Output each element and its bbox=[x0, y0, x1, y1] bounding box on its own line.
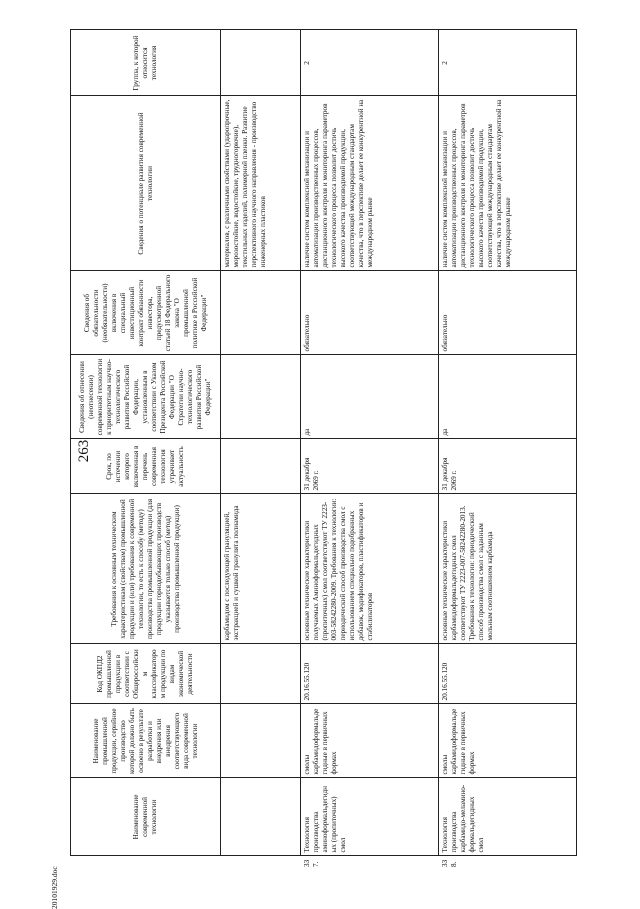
header-row bbox=[71, 30, 221, 870]
row-tech: Технология производства карбамидо-меламино-формальдегидных смол bbox=[439, 778, 577, 856]
row-obligation: обязательно bbox=[301, 271, 439, 355]
table-row bbox=[439, 30, 577, 870]
header-priority: Сведения об отнесении (неотнесении) современной технологии к приоритетным научно-технологического развития Российской Федерации, установленным в соответствии с Указом Президента Российской Федерации "О Стратегии научно-технологического развития Российской Федерации" bbox=[71, 355, 221, 439]
row-priority: да bbox=[301, 355, 439, 439]
header-obligation: Сведения об обязательности (необязательности) включения в специальный инвестиционный контракт обязанности инвестора, предусмотренной статьей 18 Федерального закона "О промышленной политике в Российской Федерации" bbox=[71, 271, 221, 355]
footer-filename: 20101929.doc bbox=[50, 866, 59, 909]
header-tech-name: Наименование современной технологии bbox=[71, 778, 221, 856]
header-requirements: Требования к основным техническим характеристикам (свойствам) промышленной продукции и (или) требования к современной технологии, то есть к способу (методу) производства промышленной продукции (для продукции горнодобывающих производств указывается только способ (метод) производства промышленной продукции) bbox=[71, 494, 221, 644]
header-group: Группа, к которой относится технология bbox=[71, 30, 221, 96]
row-group: 2 bbox=[439, 30, 577, 96]
continuation-prospects: материалов, с различными свойствами (ударопрочные, морозостойкие, водостойкие, трудногорючие), текстильных изделий, полимерной пленки. Развитие перспективного научного направления - производство инженерных пластиков bbox=[221, 96, 301, 271]
row-requirements: основные технические характеристики получаемых Аминоформальдегидных (пропиточных) смол соответствуют ТУ 2223-003-58242280-2009. Требования к технологии: периодический способ производства смол с использованием специально подобранных добавок, модификаторов, пластификаторов и стабилизаторов bbox=[301, 494, 439, 644]
continuation-requirements: карбамидом с последующей грануляцией, экстракцией и сушкой гранулята полиамида bbox=[221, 494, 301, 644]
row-prospects: наличие систем комплексной механизации и автоматизации производственных процессов, дистанционного контроля и мониторинга параметров технологического процесса позволит достичь высокого качества производимой продукции, соответствующей международным стандартам качества, что в перспективе делает ее конкурентной на международном рынке bbox=[439, 96, 577, 271]
header-deadline: Срок, по истечении которого включенная в перечень современная технология утрачивает актуальность bbox=[71, 439, 221, 494]
row-product: смолы карбамидоформальдегидные в первичных формах bbox=[301, 704, 439, 778]
row-deadline: 31 декабря 2069 г. bbox=[439, 439, 577, 494]
header-product-name: Наименование промышленной продукции, серийное производство которой должно быть освоено в результате разработки и внедрения или внедрения соответствующего вида современной технологии bbox=[71, 704, 221, 778]
rotated-table-container bbox=[70, 30, 580, 870]
continuation-row bbox=[221, 30, 301, 870]
technologies-table bbox=[70, 30, 577, 871]
row-deadline: 31 декабря 2069 г. bbox=[301, 439, 439, 494]
row-number: 338. bbox=[440, 859, 458, 867]
row-group: 2 bbox=[301, 30, 439, 96]
page-number: 263 bbox=[76, 439, 92, 463]
table-row bbox=[301, 30, 439, 870]
row-okpd2: 20.16.55.120 bbox=[439, 644, 577, 704]
header-prospects: Сведения о потенциале развития современной технологии bbox=[71, 96, 221, 271]
row-requirements: основные технические характеристики карбамидоформальдегидных смол соответствуют ТУ 2223-007-58242280-2013. Требования к технологии: периодический способ производства смол с заданным мольным соотношением карбамида bbox=[439, 494, 577, 644]
header-okpd2: Код ОКПД2 промышленной продукции в соответствии с Общероссийским классификатором продукции по видам экономической деятельности bbox=[71, 644, 221, 704]
row-okpd2: 20.16.55.120 bbox=[301, 644, 439, 704]
row-tech: Технология производства аминоформальдегидных (пропиточных) смол bbox=[301, 778, 439, 856]
row-prospects: наличие систем комплексной механизации и автоматизации производственных процессов, дистанционного контроля и мониторинга параметров технологического процесса позволит достичь высокого качества производимой продукции, соответствующей международным стандартам качества, что в перспективе делает ее конкурентной на международном рынке bbox=[301, 96, 439, 271]
row-priority: да bbox=[439, 355, 577, 439]
row-number: 337. bbox=[302, 859, 320, 867]
row-product: смолы карбамидоформальдегидные в первичных формах bbox=[439, 704, 577, 778]
row-obligation: обязательно bbox=[439, 271, 577, 355]
header-num bbox=[71, 856, 221, 870]
